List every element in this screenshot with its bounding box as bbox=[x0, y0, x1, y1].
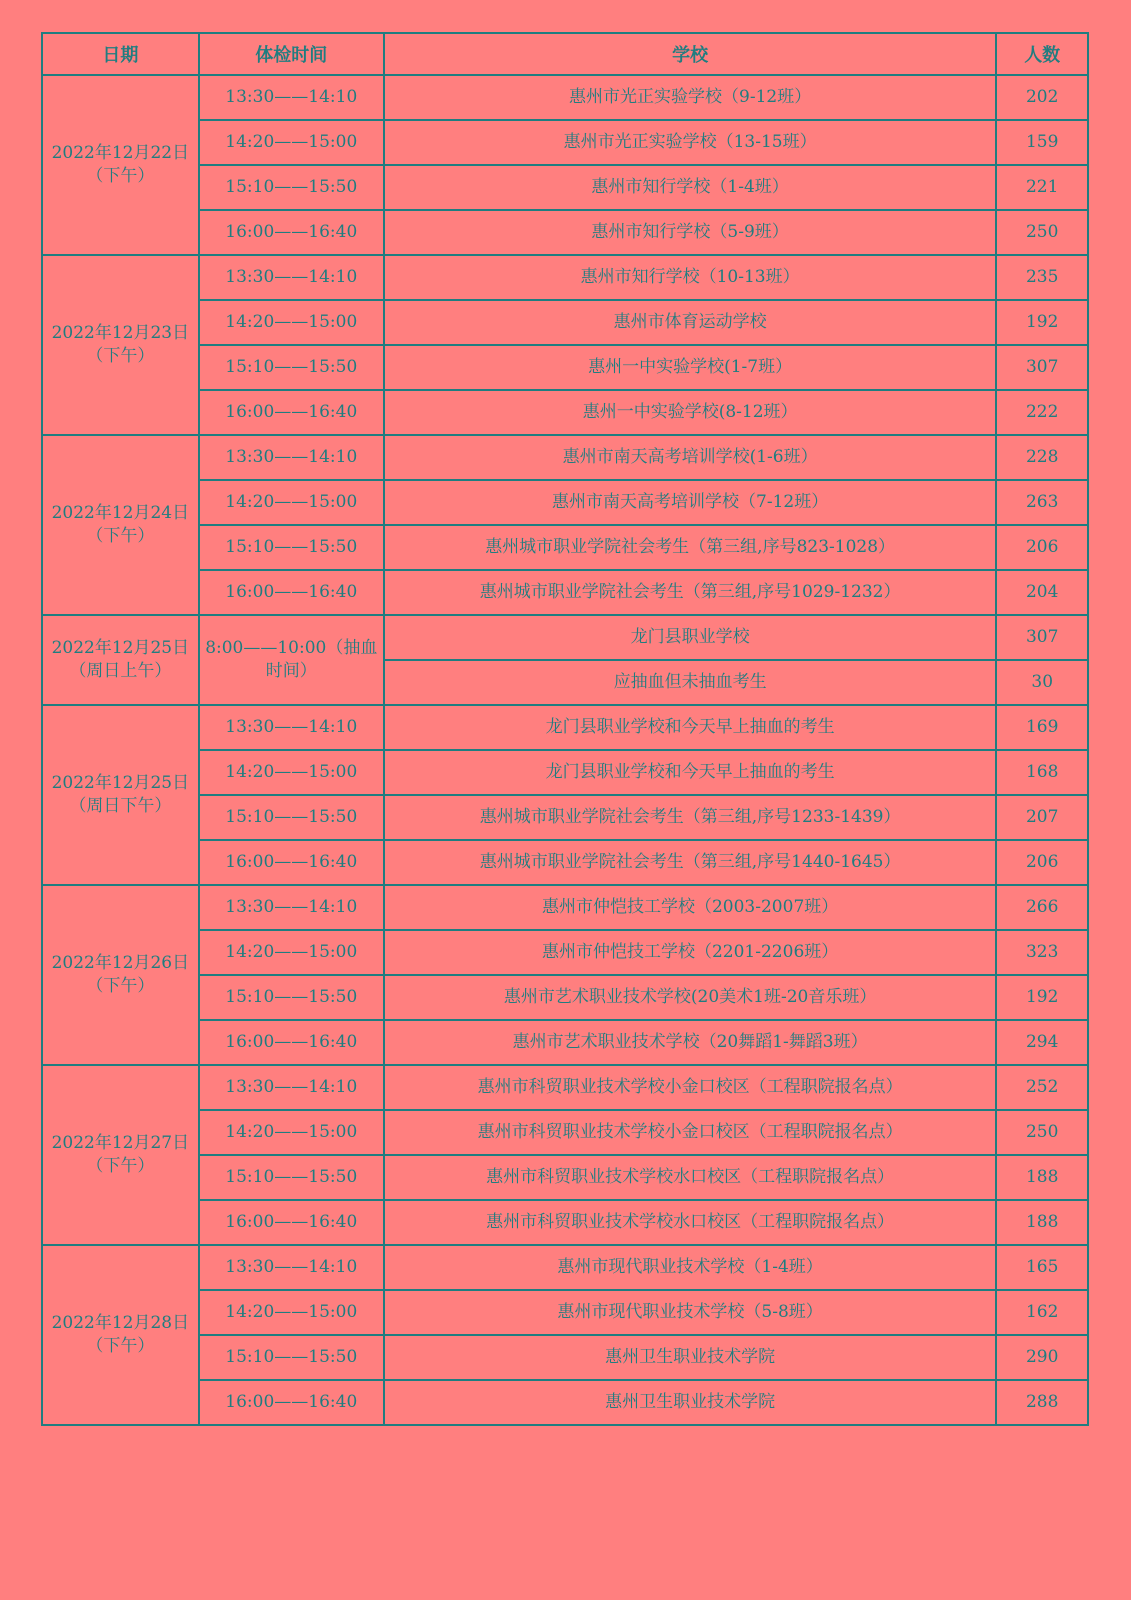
count-cell: 307 bbox=[996, 345, 1088, 390]
school-cell: 惠州市光正实验学校（13-15班） bbox=[384, 120, 997, 165]
table-row bbox=[42, 1335, 1088, 1380]
count-cell: 159 bbox=[996, 120, 1088, 165]
header-school: 学校 bbox=[384, 33, 997, 75]
count-cell: 192 bbox=[996, 300, 1088, 345]
count-cell: 221 bbox=[996, 165, 1088, 210]
time-cell: 13:30——14:10 bbox=[199, 885, 384, 930]
table-row bbox=[42, 300, 1088, 345]
period-text: （下午） bbox=[86, 1336, 155, 1356]
time-cell: 15:10——15:50 bbox=[199, 525, 384, 570]
school-cell: 龙门县职业学校 bbox=[384, 615, 997, 660]
table-row bbox=[42, 120, 1088, 165]
table-row bbox=[42, 1065, 1088, 1110]
school-cell: 惠州市现代职业技术学校（1-4班） bbox=[384, 1245, 997, 1290]
school-cell: 惠州城市职业学院社会考生（第三组,序号1029-1232） bbox=[384, 570, 997, 615]
date-cell bbox=[42, 435, 199, 615]
school-cell: 惠州市科贸职业技术学校水口校区（工程职院报名点） bbox=[384, 1155, 997, 1200]
school-cell: 惠州市艺术职业技术学校（20舞蹈1-舞蹈3班） bbox=[384, 1020, 997, 1065]
school-cell: 惠州城市职业学院社会考生（第三组,序号1233-1439） bbox=[384, 795, 997, 840]
count-cell: 169 bbox=[996, 705, 1088, 750]
table-row bbox=[42, 975, 1088, 1020]
count-cell: 266 bbox=[996, 885, 1088, 930]
time-cell: 14:20——15:00 bbox=[199, 300, 384, 345]
header-row bbox=[42, 33, 1088, 75]
school-cell: 惠州市知行学校（1-4班） bbox=[384, 165, 997, 210]
count-cell: 202 bbox=[996, 75, 1088, 120]
time-cell: 15:10——15:50 bbox=[199, 1335, 384, 1380]
time-cell: 16:00——16:40 bbox=[199, 1380, 384, 1425]
count-cell: 252 bbox=[996, 1065, 1088, 1110]
table-row bbox=[42, 1245, 1088, 1290]
date-cell bbox=[42, 255, 199, 435]
count-cell: 162 bbox=[996, 1290, 1088, 1335]
table-row bbox=[42, 525, 1088, 570]
table-row bbox=[42, 480, 1088, 525]
count-cell: 168 bbox=[996, 750, 1088, 795]
time-cell: 15:10——15:50 bbox=[199, 165, 384, 210]
time-cell: 16:00——16:40 bbox=[199, 210, 384, 255]
time-cell: 13:30——14:10 bbox=[199, 705, 384, 750]
time-cell: 16:00——16:40 bbox=[199, 1020, 384, 1065]
table-row bbox=[42, 1110, 1088, 1155]
school-cell: 惠州城市职业学院社会考生（第三组,序号1440-1645） bbox=[384, 840, 997, 885]
count-cell: 206 bbox=[996, 840, 1088, 885]
table-row bbox=[42, 435, 1088, 480]
count-cell: 288 bbox=[996, 1380, 1088, 1425]
table-row bbox=[42, 1200, 1088, 1245]
count-cell: 294 bbox=[996, 1020, 1088, 1065]
time-cell: 15:10——15:50 bbox=[199, 795, 384, 840]
header-count: 人数 bbox=[996, 33, 1088, 75]
count-cell: 323 bbox=[996, 930, 1088, 975]
date-text: 2022年12月27日 bbox=[51, 1133, 190, 1153]
header-time: 体检时间 bbox=[199, 33, 384, 75]
school-cell: 龙门县职业学校和今天早上抽血的考生 bbox=[384, 750, 997, 795]
date-cell bbox=[42, 885, 199, 1065]
time-cell: 13:30——14:10 bbox=[199, 1065, 384, 1110]
school-cell: 惠州一中实验学校(8-12班） bbox=[384, 390, 997, 435]
period-text: （下午） bbox=[86, 976, 155, 996]
header-date: 日期 bbox=[42, 33, 199, 75]
time-cell: 14:20——15:00 bbox=[199, 750, 384, 795]
count-cell: 263 bbox=[996, 480, 1088, 525]
school-cell: 惠州市南天高考培训学校(1-6班） bbox=[384, 435, 997, 480]
count-cell: 290 bbox=[996, 1335, 1088, 1380]
time-cell: 16:00——16:40 bbox=[199, 570, 384, 615]
time-cell: 13:30——14:10 bbox=[199, 75, 384, 120]
table-row bbox=[42, 1020, 1088, 1065]
time-cell: 16:00——16:40 bbox=[199, 840, 384, 885]
table-row bbox=[42, 570, 1088, 615]
schedule-table bbox=[41, 32, 1089, 1426]
date-text: 2022年12月28日 bbox=[51, 1313, 190, 1333]
count-cell: 207 bbox=[996, 795, 1088, 840]
table-row bbox=[42, 705, 1088, 750]
school-cell: 惠州卫生职业技术学院 bbox=[384, 1380, 997, 1425]
count-cell: 250 bbox=[996, 210, 1088, 255]
school-cell: 惠州市光正实验学校（9-12班） bbox=[384, 75, 997, 120]
schedule-body bbox=[42, 75, 1088, 1425]
date-cell bbox=[42, 615, 199, 705]
table-row bbox=[42, 75, 1088, 120]
school-cell: 惠州市仲恺技工学校（2201-2206班） bbox=[384, 930, 997, 975]
count-cell: 192 bbox=[996, 975, 1088, 1020]
table-row bbox=[42, 210, 1088, 255]
date-text: 2022年12月23日 bbox=[51, 323, 190, 343]
period-text: （下午） bbox=[86, 1156, 155, 1176]
school-cell: 龙门县职业学校和今天早上抽血的考生 bbox=[384, 705, 997, 750]
table-row bbox=[42, 885, 1088, 930]
time-cell: 15:10——15:50 bbox=[199, 975, 384, 1020]
count-cell: 188 bbox=[996, 1155, 1088, 1200]
school-cell: 惠州市科贸职业技术学校小金口校区（工程职院报名点） bbox=[384, 1065, 997, 1110]
date-cell bbox=[42, 75, 199, 255]
date-text: 2022年12月22日 bbox=[51, 143, 190, 163]
table-row bbox=[42, 1380, 1088, 1425]
time-cell: 15:10——15:50 bbox=[199, 1155, 384, 1200]
count-cell: 307 bbox=[996, 615, 1088, 660]
count-cell: 30 bbox=[996, 660, 1088, 705]
school-cell: 惠州市现代职业技术学校（5-8班） bbox=[384, 1290, 997, 1335]
table-row bbox=[42, 1155, 1088, 1200]
school-cell: 惠州市科贸职业技术学校小金口校区（工程职院报名点） bbox=[384, 1110, 997, 1155]
time-cell: 16:00——16:40 bbox=[199, 1200, 384, 1245]
table-row bbox=[42, 750, 1088, 795]
school-cell: 惠州市艺术职业技术学校(20美术1班-20音乐班） bbox=[384, 975, 997, 1020]
school-cell: 应抽血但未抽血考生 bbox=[384, 660, 997, 705]
time-cell: 14:20——15:00 bbox=[199, 1110, 384, 1155]
period-text: （周日上午） bbox=[69, 661, 172, 681]
period-text: （下午） bbox=[86, 166, 155, 186]
date-text: 2022年12月25日 bbox=[51, 638, 190, 658]
time-cell: 13:30——14:10 bbox=[199, 255, 384, 300]
count-cell: 250 bbox=[996, 1110, 1088, 1155]
school-cell: 惠州卫生职业技术学院 bbox=[384, 1335, 997, 1380]
time-cell: 16:00——16:40 bbox=[199, 390, 384, 435]
school-cell: 惠州市知行学校（5-9班） bbox=[384, 210, 997, 255]
table-row bbox=[42, 345, 1088, 390]
count-cell: 206 bbox=[996, 525, 1088, 570]
table-row bbox=[42, 165, 1088, 210]
table-row bbox=[42, 840, 1088, 885]
date-cell bbox=[42, 1065, 199, 1245]
school-cell: 惠州城市职业学院社会考生（第三组,序号823-1028） bbox=[384, 525, 997, 570]
time-cell: 14:20——15:00 bbox=[199, 1290, 384, 1335]
school-cell: 惠州市知行学校（10-13班） bbox=[384, 255, 997, 300]
school-cell: 惠州市体育运动学校 bbox=[384, 300, 997, 345]
date-cell bbox=[42, 705, 199, 885]
count-cell: 228 bbox=[996, 435, 1088, 480]
count-cell: 165 bbox=[996, 1245, 1088, 1290]
school-cell: 惠州市南天高考培训学校（7-12班） bbox=[384, 480, 997, 525]
count-cell: 235 bbox=[996, 255, 1088, 300]
count-cell: 188 bbox=[996, 1200, 1088, 1245]
time-cell: 15:10——15:50 bbox=[199, 345, 384, 390]
date-cell bbox=[42, 1245, 199, 1425]
table-row bbox=[42, 615, 1088, 660]
date-text: 2022年12月25日 bbox=[51, 773, 190, 793]
table-row bbox=[42, 930, 1088, 975]
time-cell: 8:00——10:00（抽血时间） bbox=[199, 615, 384, 705]
table-row bbox=[42, 795, 1088, 840]
date-text: 2022年12月24日 bbox=[51, 503, 190, 523]
period-text: （下午） bbox=[86, 526, 155, 546]
date-text: 2022年12月26日 bbox=[51, 953, 190, 973]
count-cell: 222 bbox=[996, 390, 1088, 435]
table-row bbox=[42, 1290, 1088, 1335]
time-cell: 13:30——14:10 bbox=[199, 1245, 384, 1290]
time-cell: 14:20——15:00 bbox=[199, 120, 384, 165]
period-text: （周日下午） bbox=[69, 796, 172, 816]
count-cell: 204 bbox=[996, 570, 1088, 615]
school-cell: 惠州市科贸职业技术学校水口校区（工程职院报名点） bbox=[384, 1200, 997, 1245]
time-cell: 13:30——14:10 bbox=[199, 435, 384, 480]
school-cell: 惠州一中实验学校(1-7班） bbox=[384, 345, 997, 390]
table-row bbox=[42, 255, 1088, 300]
period-text: （下午） bbox=[86, 346, 155, 366]
table-row bbox=[42, 390, 1088, 435]
school-cell: 惠州市仲恺技工学校（2003-2007班） bbox=[384, 885, 997, 930]
time-cell: 14:20——15:00 bbox=[199, 930, 384, 975]
time-cell: 14:20——15:00 bbox=[199, 480, 384, 525]
